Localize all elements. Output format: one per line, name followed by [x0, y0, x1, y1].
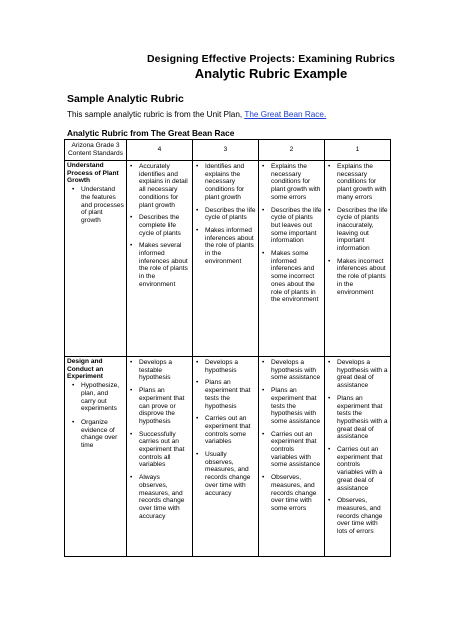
descriptor-item: • Accurately identifies and explains in detail all necessary conditions for plant growth	[139, 163, 190, 209]
descriptor-list	[327, 359, 388, 536]
descriptor-item: • Develops a hypothesis with some assistance	[271, 359, 322, 382]
descriptor-item: • Describes the life cycle of plants inaccurately, leaving out important information	[337, 207, 388, 253]
descriptor-list	[327, 163, 388, 296]
descriptor-item: • Makes several informed inferences about the role of plants in the environment	[139, 242, 190, 288]
descriptor-item: • Makes informed inferences about the role of plants in the environment	[205, 227, 256, 266]
section-heading: Sample Analytic Rubric	[67, 93, 184, 105]
header-level-1: 1	[325, 140, 391, 161]
standard-item: • Hypothesize, plan, and carry out experiments	[81, 382, 124, 413]
descriptor-list	[129, 163, 190, 289]
descriptor-item: • Usually observes, measures, and records change over time with accuracy	[205, 451, 256, 497]
descriptor-item: • Develops a hypothesis with a great deal of assistance	[337, 359, 388, 390]
level-cell-4	[127, 357, 193, 557]
descriptor-item: • Successfully carries out an experiment that controls all variables	[139, 431, 190, 470]
standard-item: • Understand the features and processes of plant growth	[81, 186, 124, 225]
standards-list	[67, 186, 124, 225]
descriptor-item: • Plans an experiment that tests the hypothesis	[205, 379, 256, 410]
criterion-cell	[65, 161, 127, 357]
descriptor-item: • Identifies and explains the necessary conditions for plant growth	[205, 163, 256, 202]
descriptor-item: • Makes incorrect inferences about the role of plants in the environment	[337, 258, 388, 297]
intro-text: This sample analytic rubric is from the Unit Plan,	[67, 110, 245, 119]
criterion-cell	[65, 357, 127, 557]
document-title: Analytic Rubric Example	[194, 66, 348, 81]
standard-item: • Organize evidence of change over time	[81, 419, 124, 450]
table-row	[65, 161, 391, 357]
rubric-table	[64, 139, 391, 557]
table-row	[65, 357, 391, 557]
level-cell-2	[259, 161, 325, 357]
descriptor-item: • Develops a testable hypothesis	[139, 359, 190, 382]
descriptor-item: • Carries out an experiment that controls variables with a great deal of assistance	[337, 446, 388, 492]
descriptor-item: • Observes, measures, and records change over time with some errors	[271, 474, 322, 513]
unit-plan-link[interactable]: The Great Bean Race.	[244, 110, 327, 119]
criterion-title: Design and Conduct an Experiment	[67, 358, 104, 381]
level-cell-1	[325, 161, 391, 357]
descriptor-list	[261, 163, 322, 304]
descriptor-item: • Makes some informed inferences and some incorrect ones about the role of plants in the environment	[271, 250, 322, 304]
descriptor-item: • Explains the necessary conditions for plant growth with many errors	[337, 163, 388, 202]
header-level-3: 3	[193, 140, 259, 161]
descriptor-item: • Carries out an experiment that controls variables with some assistance	[271, 431, 322, 470]
descriptor-list	[195, 359, 256, 497]
descriptor-item: • Plans an experiment that tests the hypothesis with some assistance	[271, 387, 322, 426]
rubric-body	[65, 161, 391, 557]
intro-paragraph	[67, 110, 326, 119]
descriptor-list	[195, 163, 256, 265]
level-cell-4	[127, 161, 193, 357]
criterion-title: Understand Process of Plant Growth	[67, 162, 119, 185]
descriptor-item: • Develops a hypothesis	[205, 359, 256, 374]
descriptor-item: • Describes the complete life cycle of plants	[139, 214, 190, 237]
header-standards: Arizona Grade 3 Content Standards	[65, 140, 127, 161]
level-cell-3	[193, 161, 259, 357]
level-cell-1	[325, 357, 391, 557]
descriptor-item: • Describes the life cycle of plants but leaves out some important information	[271, 207, 322, 246]
descriptor-list	[129, 359, 190, 520]
descriptor-item: • Describes the life cycle of plants	[205, 207, 256, 222]
descriptor-item: • Carries out an experiment that controls some variables	[205, 415, 256, 446]
descriptor-item: • Always observes, measures, and records change over time with accuracy	[139, 474, 190, 520]
document-subtitle: Designing Effective Projects: Examining Rubrics	[146, 53, 395, 65]
descriptor-item: • Plans an experiment that tests the hypothesis with a great deal of assistance	[337, 395, 388, 441]
header-level-4: 4	[127, 140, 193, 161]
table-header-row	[65, 140, 391, 161]
descriptor-item: • Observes, measures, and records change over time with lots of errors	[337, 497, 388, 536]
header-level-2: 2	[259, 140, 325, 161]
descriptor-item: • Explains the necessary conditions for plant growth with some errors	[271, 163, 322, 202]
level-cell-3	[193, 357, 259, 557]
level-cell-2	[259, 357, 325, 557]
descriptor-list	[261, 359, 322, 513]
descriptor-item: • Plans an experiment that can prove or disprove the hypothesis	[139, 387, 190, 426]
standards-list	[67, 382, 124, 450]
table-caption: Analytic Rubric from The Great Bean Race	[67, 128, 235, 138]
